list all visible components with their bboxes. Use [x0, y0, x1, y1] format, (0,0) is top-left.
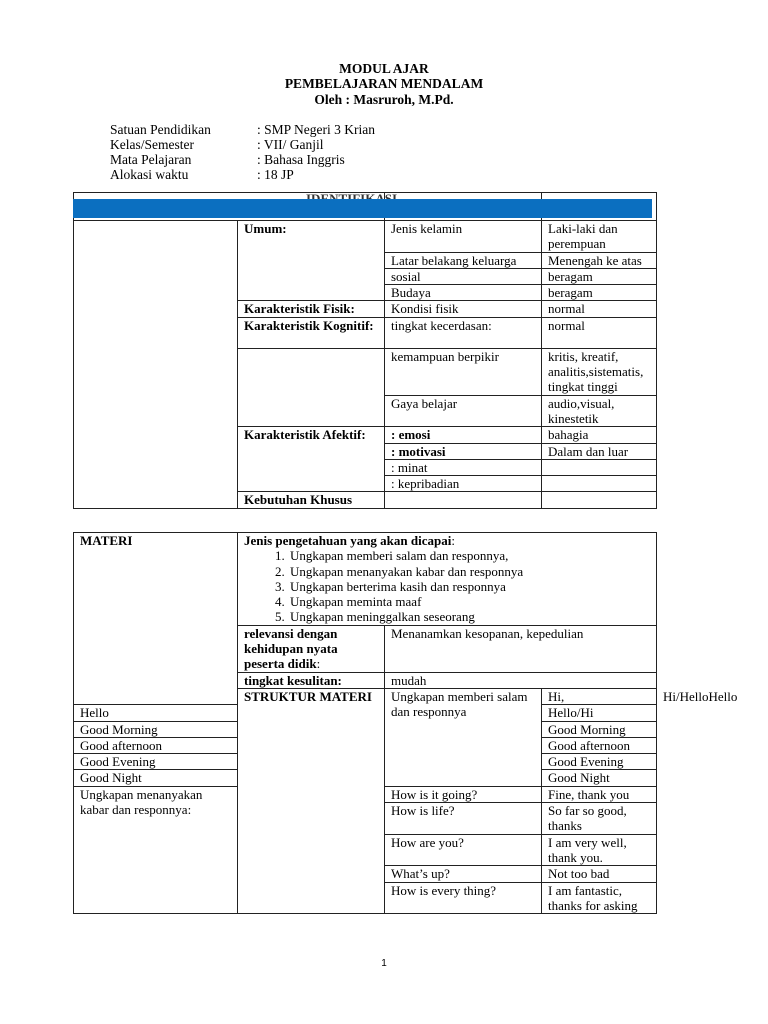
fisik-label: Karakteristik Fisik: [238, 301, 385, 317]
response-cell: Good afternoon [542, 737, 657, 753]
response-cell: So far so good, thanks [542, 803, 657, 835]
value-cell: normal [542, 317, 657, 348]
kebutuhan-label: Kebutuhan Khusus [238, 492, 385, 508]
materi-table [73, 532, 738, 914]
value-cell: kritis, kreatif, analitis,sistematis, tingkat tinggi [542, 348, 657, 395]
list-item: 4. Ungkapan meminta maaf [288, 594, 650, 609]
kabar-label: Ungkapan menanyakan kabar dan responnya: [74, 786, 238, 913]
empty-cell [238, 348, 385, 426]
value-cell: beragam [542, 285, 657, 301]
afektif-label: Karakteristik Afektif: [238, 427, 385, 492]
expression-cell: How is every thing? [385, 882, 542, 914]
identity-value: : Bahasa Inggris [257, 152, 345, 167]
value-cell: Dalam dan luar [542, 443, 657, 459]
aspect-cell: kemampuan berpikir [385, 348, 542, 395]
materi-list [244, 548, 650, 624]
expression-cell: How is life? [385, 803, 542, 835]
value-cell: audio,visual, kinestetik [542, 395, 657, 427]
response-cell: Good Evening [542, 754, 657, 770]
aspect-cell: : minat [385, 459, 542, 475]
aspect-cell: Gaya belajar [385, 395, 542, 427]
aspect-cell: : kepribadian [385, 476, 542, 492]
relevansi-label: relevansi dengan kehidupan nyata peserta didik [244, 625, 338, 672]
aspect-cell: Budaya [385, 285, 542, 301]
response-cell: I am fantastic, thanks for asking [542, 882, 657, 914]
value-cell: normal [542, 301, 657, 317]
table-row [74, 533, 657, 626]
identity-value: : 18 JP [257, 167, 294, 182]
relevansi-colon: : [316, 656, 321, 672]
jenis-colon: : [451, 533, 455, 548]
struktur-label: STRUKTUR MATERI [238, 688, 385, 913]
empty-cell [542, 492, 657, 508]
aspect-cell: Latar belakang keluarga [385, 252, 542, 268]
tingkat-label: tingkat kesulitan: [238, 672, 385, 688]
document-title: MODUL AJAR [339, 61, 429, 76]
relevansi-cell [238, 625, 385, 672]
tingkat-value: mudah [385, 672, 657, 688]
table-row: STRUKTUR MATERI Ungkapan memberi salam dan responnya Hi, Hi/HelloHello [74, 688, 657, 704]
value-cell: bahagia [542, 427, 657, 443]
expression-cell: Hi, [542, 688, 657, 704]
aspect-cell: : motivasi [385, 443, 542, 459]
umum-label: Umum: [238, 221, 385, 301]
identity-value: : SMP Negeri 3 Krian [257, 122, 375, 137]
identity-value: : VII/ Ganjil [257, 137, 324, 152]
expression-cell: Good Evening [74, 754, 238, 770]
response-cell: Fine, thank you [542, 786, 657, 802]
table-row [74, 221, 657, 253]
response-cell: Hello/Hi [542, 705, 657, 721]
identifikasi-cell [74, 221, 238, 509]
value-cell: Menengah ke atas [542, 252, 657, 268]
identity-label: Mata Pelajaran [110, 152, 192, 167]
identity-row [110, 122, 375, 137]
expression-cell: Good afternoon [74, 737, 238, 753]
empty-cell [385, 492, 542, 508]
aspect-cell: Jenis kelamin [385, 221, 542, 253]
list-item: 1. Ungkapan memberi salam dan responnya, [288, 548, 650, 563]
aspect-cell: : emosi [385, 427, 542, 443]
expression-cell: Good Morning [74, 721, 238, 737]
jenis-label: Jenis pengetahuan yang akan dicapai [244, 533, 452, 548]
value-cell [542, 459, 657, 475]
kognitif-label: Karakteristik Kognitif: [238, 317, 385, 348]
identity-label: Satuan Pendidikan [110, 122, 211, 137]
value-cell: beragam [542, 268, 657, 284]
list-item: 3. Ungkapan berterima kasih dan responnya [288, 579, 650, 594]
document-subtitle: PEMBELAJARAN MENDALAM [284, 76, 484, 91]
list-item: 5. Ungkapan meninggalkan seseorang [288, 609, 650, 624]
expression-cell: Hello [74, 705, 238, 721]
relevansi-value: Menanamkan kesopanan, kepedulian [385, 625, 657, 672]
page-number: 1 [381, 958, 387, 969]
identity-label: Alokasi waktu [110, 167, 189, 182]
materi-label: MATERI [74, 533, 238, 705]
identity-block [110, 122, 375, 182]
aspect-cell: sosial [385, 268, 542, 284]
expression-cell: Good Night [74, 770, 238, 786]
identity-label: Kelas/Semester [110, 137, 194, 152]
expression-cell: How is it going? [385, 786, 542, 802]
value-cell: Laki-laki dan perempuan [542, 221, 657, 253]
list-item: 2. Ungkapan menanyakan kabar dan responnya [288, 564, 650, 579]
identity-row [110, 152, 375, 167]
identity-row [110, 167, 375, 182]
materi-list-cell [238, 533, 657, 626]
banner-heading [306, 192, 397, 199]
expression-cell: How are you? [385, 834, 542, 866]
response-cell: I am very well, thank you. [542, 834, 657, 866]
section-banner [73, 199, 652, 218]
document-author: Oleh : Masruroh, M.Pd. [314, 92, 454, 107]
aspect-cell: Kondisi fisik [385, 301, 542, 317]
response-cell: Good Morning [542, 721, 657, 737]
aspect-cell: tingkat kecerdasan: [385, 317, 542, 348]
response-cell: Good Night [542, 770, 657, 786]
value-cell [542, 476, 657, 492]
salam-label: Ungkapan memberi salam dan responnya [385, 688, 542, 786]
identity-row [110, 137, 375, 152]
response-cell: Not too bad [542, 866, 657, 882]
module-table [73, 192, 657, 509]
expression-cell: What’s up? [385, 866, 542, 882]
